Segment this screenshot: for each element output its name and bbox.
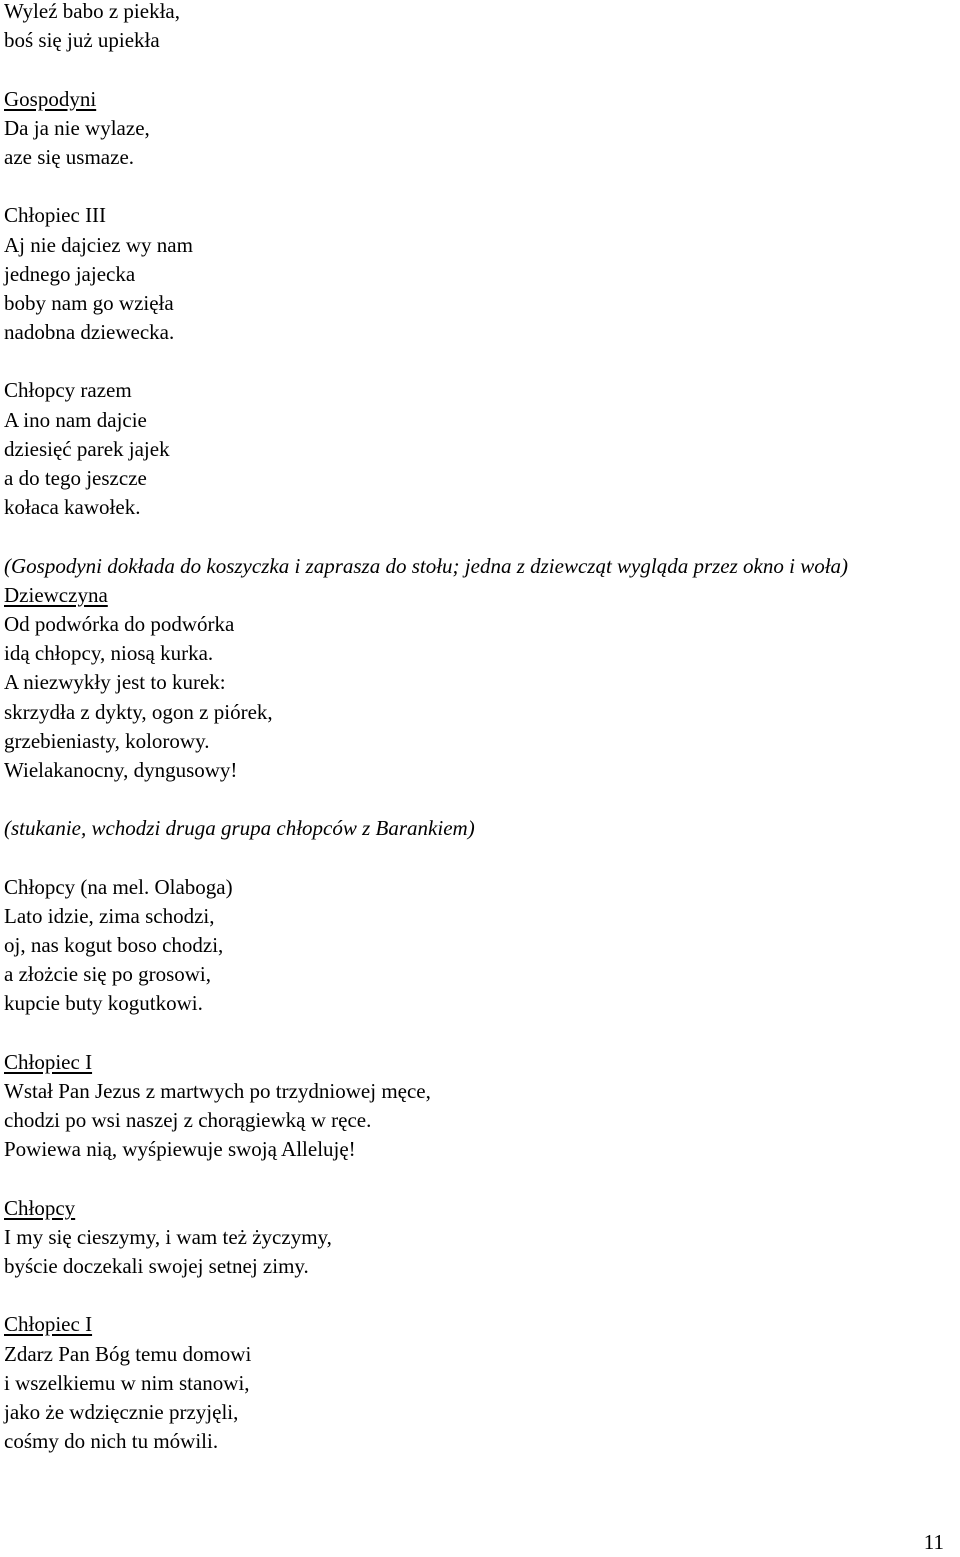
verse-line: i wszelkiemu w nim stanowi, — [4, 1370, 250, 1395]
verse-line: a złożcie się po grosowi, — [4, 962, 212, 987]
verse-line: nadobna dziewecka. — [4, 320, 175, 345]
verse-line: Da ja nie wylaze, — [4, 115, 150, 140]
speaker-name: Dziewczyna — [4, 582, 108, 607]
verse-line: chodzi po wsi naszej z chorągiewką w ręce. — [4, 1108, 372, 1133]
verse-line: Zdarz Pan Bóg temu domowi — [4, 1341, 252, 1366]
verse-line: kołaca kawołek. — [4, 495, 141, 520]
stage-direction: (Gospodyni dokłada do koszyczka i zaprasza do stołu; jedna z dziewcząt wygląda przez okno i woła) — [4, 553, 849, 578]
dialogue-block — [4, 552, 956, 786]
verse-line: idą chłopcy, niosą kurka. — [4, 641, 214, 666]
verse-line: I my się cieszymy, i wam też życzymy, — [4, 1224, 332, 1249]
verse-line: Od podwórka do podwórka — [4, 611, 235, 636]
stage-block — [4, 814, 956, 843]
speaker-name: Chłopcy — [4, 1195, 76, 1220]
verse-line: Wyleź babo z piekła, — [4, 0, 180, 23]
page-number: 11 — [923, 1530, 944, 1554]
verse-line: byście doczekali swojej setnej zimy. — [4, 1254, 309, 1279]
dialogue-block — [4, 376, 956, 522]
dialogue-block — [4, 201, 956, 347]
dialogue-block — [4, 1310, 956, 1456]
verse-line: kupcie buty kogutkowi. — [4, 991, 203, 1016]
verse-line: cośmy do nich tu mówili. — [4, 1429, 219, 1454]
verse-line: jednego jajecka — [4, 261, 136, 286]
verse-line: boś się już upiekła — [4, 28, 160, 53]
verse-line: boby nam go wzięła — [4, 290, 174, 315]
verse-line: Wielakanocny, dyngusowy! — [4, 757, 238, 782]
speaker-name: Gospodyni — [4, 86, 97, 111]
verse-line: skrzydła z dykty, ogon z piórek, — [4, 699, 273, 724]
verse-line: Wstał Pan Jezus z martwych po trzydniowej męce, — [4, 1078, 431, 1103]
dialogue-block — [4, 1048, 956, 1165]
verse-line: oj, nas kogut boso chodzi, — [4, 933, 224, 958]
verse-block — [4, 0, 956, 55]
speaker-name: Chłopiec I — [4, 1312, 93, 1337]
speaker-name: Chłopcy (na mel. Olaboga) — [4, 874, 233, 899]
verse-line: dziesięć parek jajek — [4, 436, 170, 461]
verse-line: Lato idzie, zima schodzi, — [4, 903, 215, 928]
verse-line: A ino nam dajcie — [4, 407, 147, 432]
speaker-name: Chłopcy razem — [4, 378, 132, 403]
verse-line: aze się usmaze. — [4, 144, 135, 169]
dialogue-block — [4, 1194, 956, 1282]
dialogue-block — [4, 85, 956, 173]
speaker-name: Chłopiec I — [4, 1049, 93, 1074]
stage-direction: (stukanie, wchodzi druga grupa chłopców z Barankiem) — [4, 816, 475, 841]
verse-line: a do tego jeszcze — [4, 466, 147, 490]
verse-line: Aj nie dajciez wy nam — [4, 232, 193, 257]
document-page — [4, 0, 956, 1456]
verse-line: Powiewa nią, wyśpiewuje swoją Alleluję! — [4, 1137, 356, 1162]
verse-line: jako że wdzięcznie przyjęli, — [4, 1400, 239, 1425]
speaker-name: Chłopiec III — [4, 203, 107, 228]
verse-line: A niezwykły jest to kurek: — [4, 670, 226, 695]
verse-line: grzebieniasty, kolorowy. — [4, 728, 210, 753]
dialogue-block — [4, 873, 956, 1019]
